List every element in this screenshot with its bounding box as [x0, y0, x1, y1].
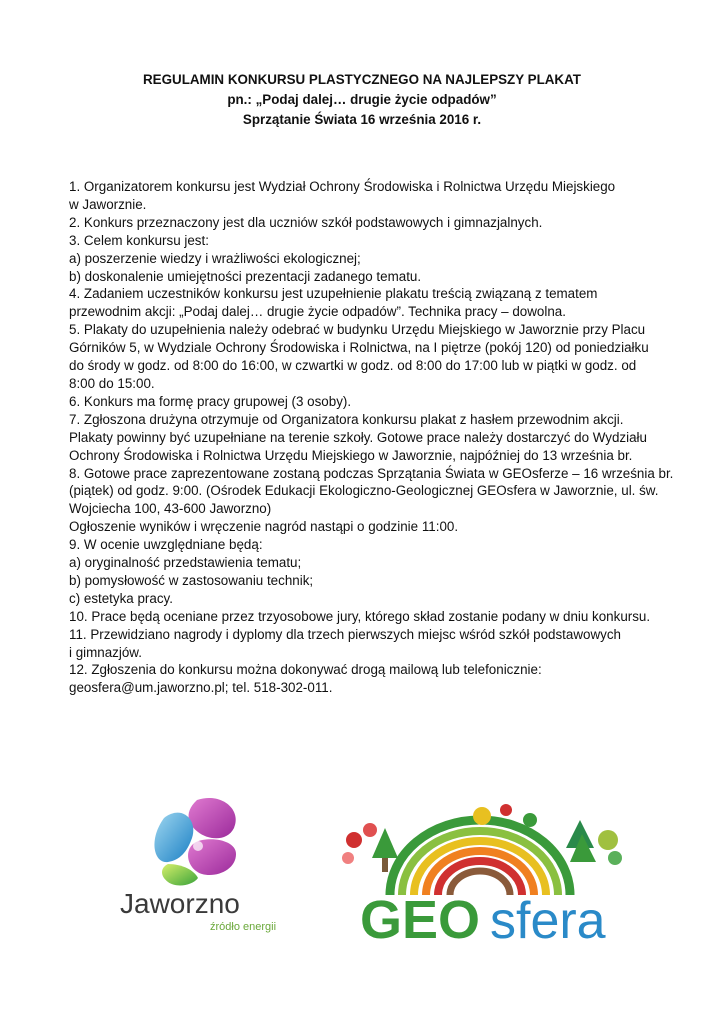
- geosfera-wordmark-sfera: sfera: [490, 892, 606, 940]
- title-line-1: REGULAMIN KONKURSU PLASTYCZNEGO NA NAJLEPSZY PLAKAT: [143, 72, 581, 87]
- title-line-3: Sprzątanie Świata 16 września 2016 r.: [242, 112, 482, 127]
- body-line: 4. Zadaniem uczestników konkursu jest uzupełnienie plakatu treścią związaną z tematem: [69, 286, 598, 302]
- body-line: (piątek) od godz. 9:00. (Ośrodek Edukacji Ekologiczno-Geologicznej GEOsfera w Jaworznie, ul. św.: [69, 483, 659, 499]
- jaworzno-tagline: źródło energii: [210, 921, 277, 933]
- body-line: b) pomysłowość w zastosowaniu technik;: [69, 572, 314, 588]
- body-line: 8:00 do 15:00.: [69, 375, 155, 391]
- body-line: 1. Organizatorem konkursu jest Wydział Ochrony Środowiska i Rolnictwa Urzędu Miejskiego: [69, 179, 616, 194]
- title-line-2: pn.: „Podaj dalej… drugie życie odpadów”: [227, 92, 497, 107]
- body-line: 8. Gotowe prace zaprezentowane zostaną podczas Sprzątania Świata w GEOsferze – 16 września br.: [69, 465, 674, 481]
- body-line: 11. Przewidziano nagrody i dyplomy dla trzech pierwszych miejsc wśród szkół podstawowych: [69, 626, 621, 642]
- body-line: Wojciecha 100, 43-600 Jaworzno): [69, 501, 272, 517]
- body-line: 5. Plakaty do uzupełnienia należy odebrać w budynku Urzędu Miejskiego w Jaworznie przy Placu: [69, 322, 646, 338]
- body-line: Górników 5, w Wydziale Ochrony Środowiska i Rolnictwa, na I piętrze (pokój 120) od poniedziałku: [69, 340, 649, 356]
- jaworzno-logo: [112, 790, 302, 940]
- body-line: 12. Zgłoszenia do konkursu można dokonywać drogą mailową lub telefonicznie:: [69, 662, 542, 678]
- body-line: i gimnazjów.: [69, 644, 142, 660]
- geosfera-rainbow-icon: [390, 820, 570, 895]
- body-line: b) doskonalenie umiejętności prezentacji zadanego tematu.: [69, 268, 422, 284]
- body-line: 3. Celem konkursu jest:: [69, 232, 209, 248]
- geosfera-logo: [330, 800, 630, 940]
- body-line: 9. W ocenie uwzględniane będą:: [69, 537, 263, 553]
- jaworzno-emblem: [154, 798, 236, 885]
- body-line: 2. Konkurs przeznaczony jest dla uczniów szkół podstawowych i gimnazjalnych.: [69, 214, 543, 230]
- geosfera-wordmark-geo: GEO: [360, 890, 481, 940]
- document-title: [0, 70, 724, 130]
- body-line: a) poszerzenie wiedzy i wrażliwości ekologicznej;: [69, 250, 361, 266]
- body-line: geosfera@um.jaworzno.pl; tel. 518-302-011.: [69, 680, 333, 696]
- jaworzno-wordmark: Jaworzno: [120, 888, 240, 919]
- body-line: 7. Zgłoszona drużyna otrzymuje od Organizatora konkursu plakat z hasłem przewodnim akcji.: [69, 411, 624, 427]
- body-line: do środy w godz. od 8:00 do 16:00, w czwartki w godz. od 8:00 do 17:00 lub w piątki w godz. od: [69, 358, 637, 374]
- body-line: przewodnim akcji: „Podaj dalej… drugie życie odpadów”. Technika pracy – dowolna.: [69, 304, 566, 320]
- body-line: 6. Konkurs ma formę pracy grupowej (3 osoby).: [69, 393, 352, 409]
- body-line: c) estetyka pracy.: [69, 590, 173, 606]
- body-line: Ogłoszenie wyników i wręczenie nagród nastąpi o godzinie 11:00.: [69, 519, 459, 535]
- body-line: a) oryginalność przedstawienia tematu;: [69, 555, 302, 571]
- body-line: 10. Prace będą oceniane przez trzyosobowe jury, którego skład zostanie podany w dniu konkursu.: [69, 608, 651, 624]
- document-body: [69, 178, 674, 697]
- body-line: Ochrony Środowiska i Rolnictwa Urzędu Miejskiego w Jaworznie, najpóźniej do 13 września br.: [69, 447, 633, 463]
- body-line: w Jaworznie.: [69, 196, 147, 212]
- body-line: Plakaty powinny być uzupełniane na terenie szkoły. Gotowe prace należy dostarczyć do Wydziału: [69, 429, 647, 445]
